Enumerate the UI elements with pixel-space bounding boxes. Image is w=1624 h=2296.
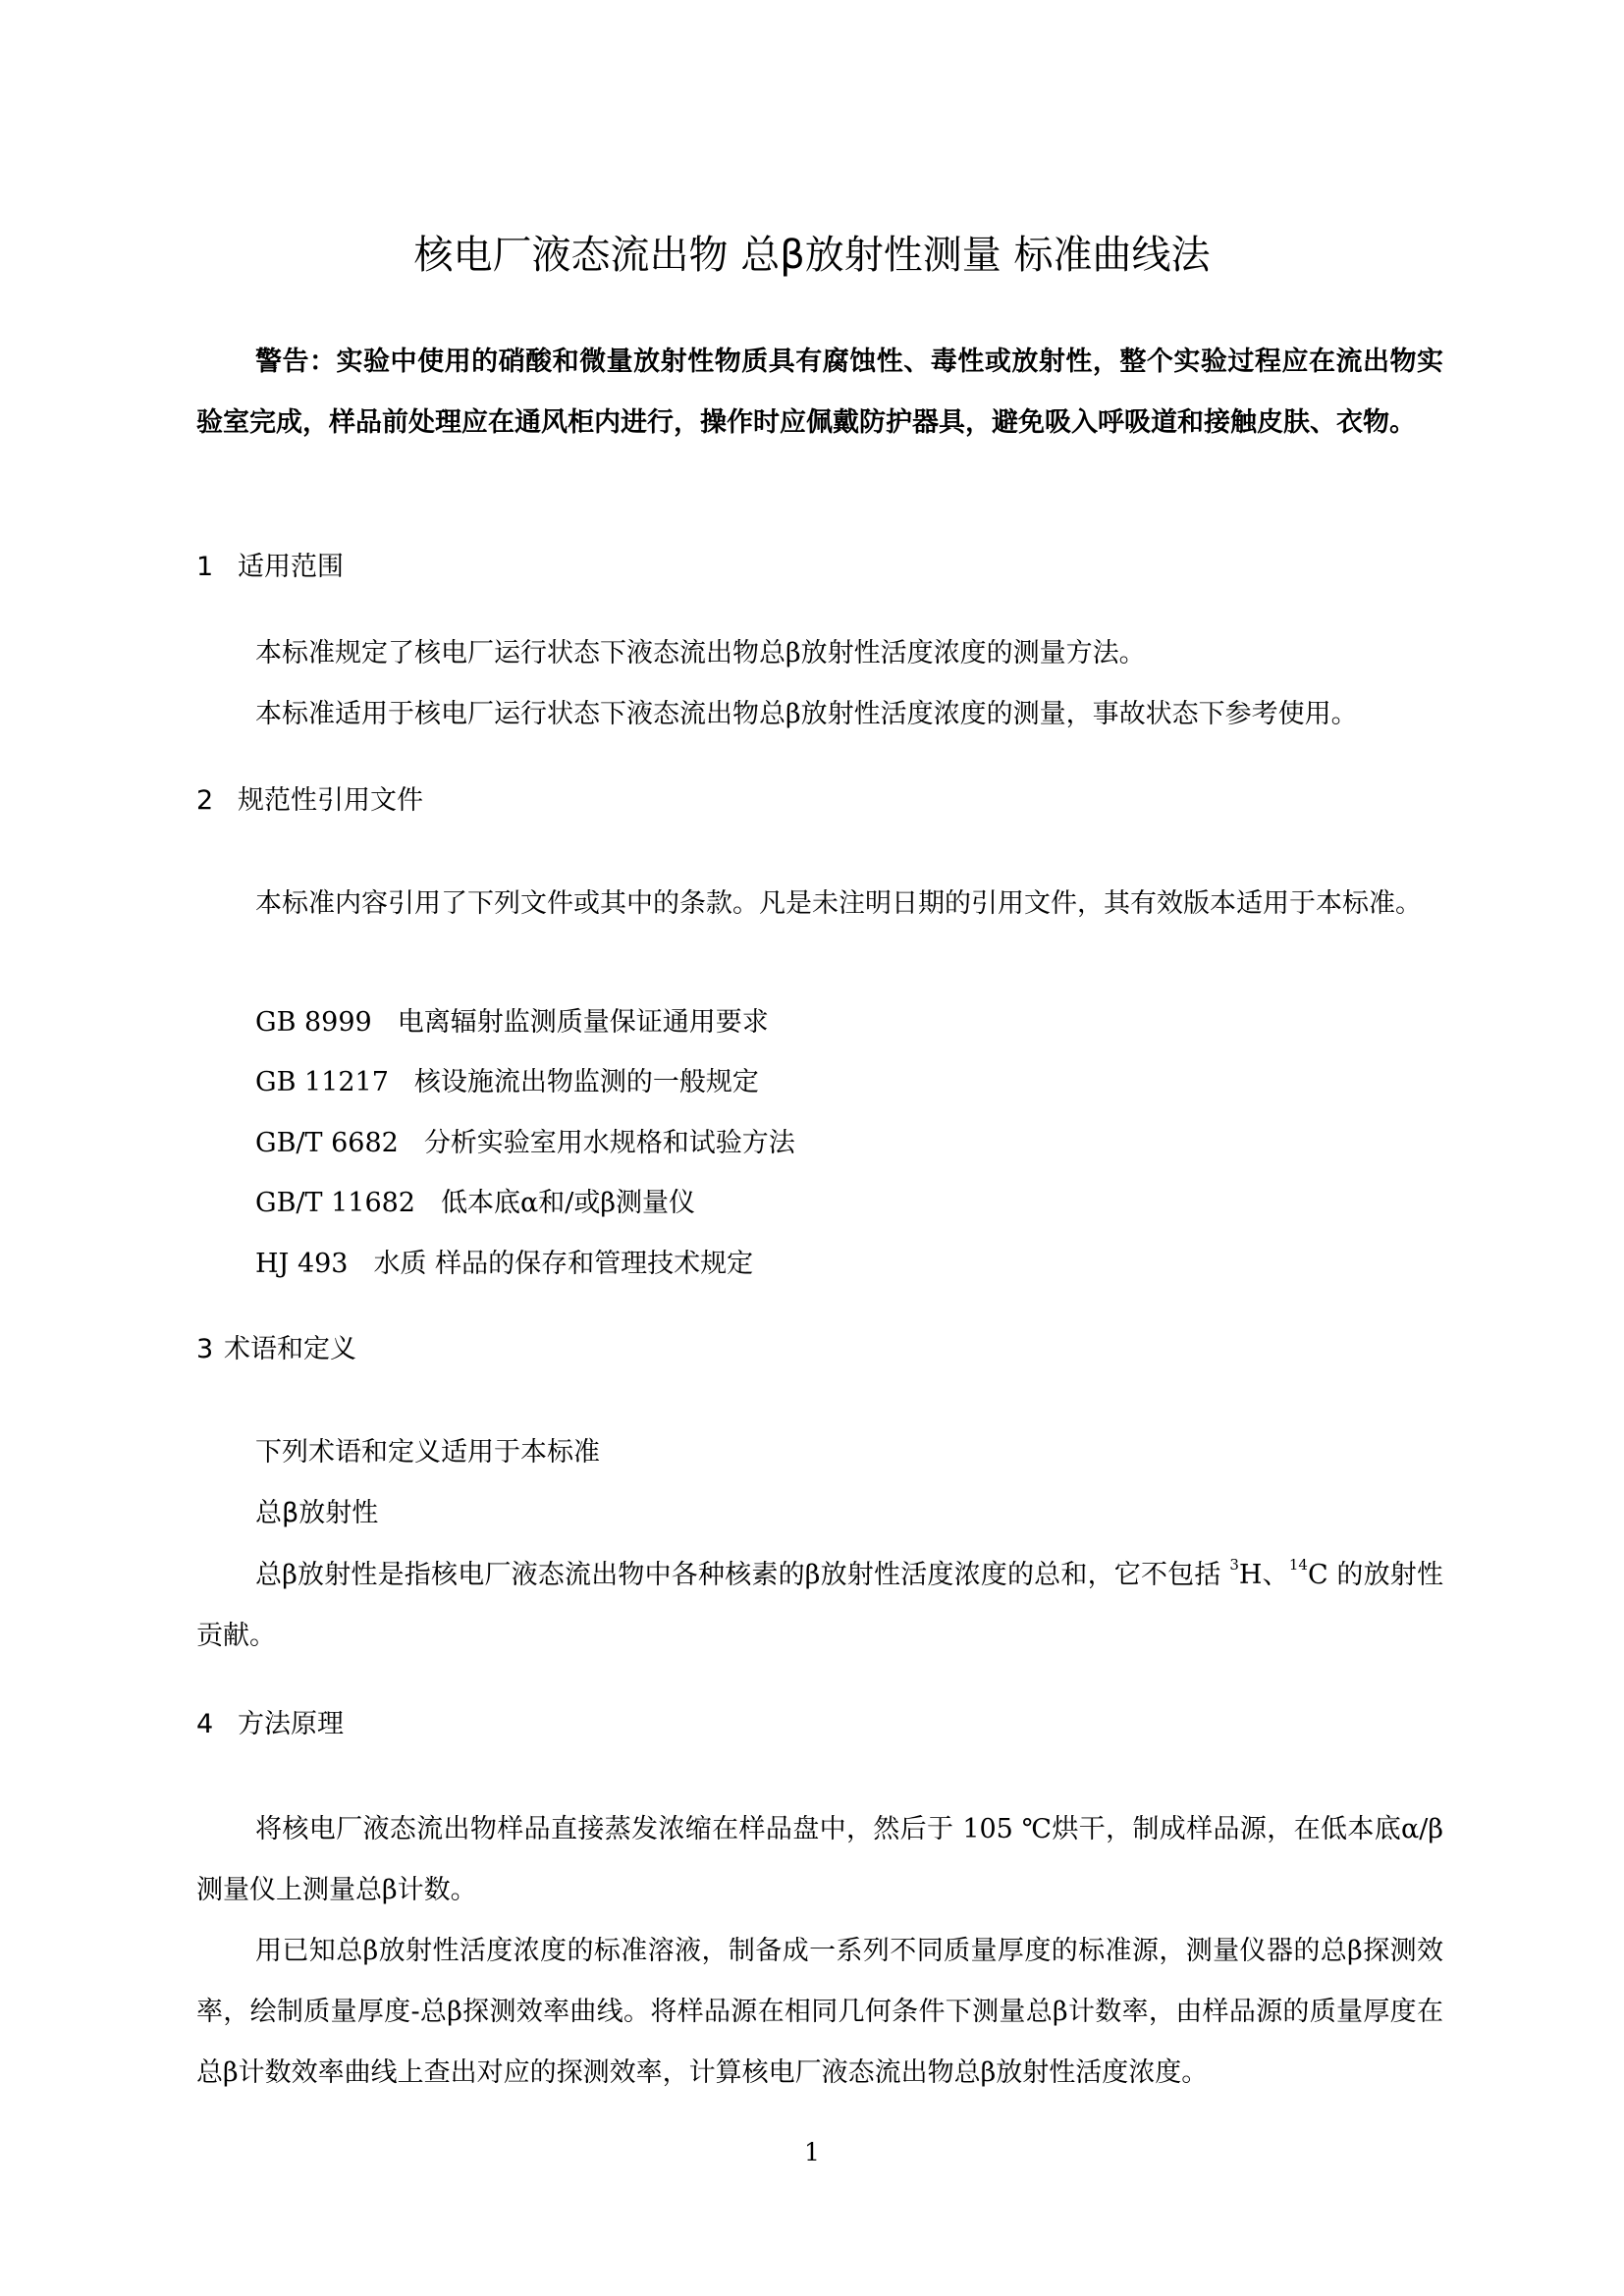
section-1-heading bbox=[196, 548, 344, 587]
section-2-number: 2 bbox=[196, 785, 214, 816]
section-1-title: 适用范围 bbox=[238, 552, 344, 582]
reference-title: 低本底α和/或β测量仪 bbox=[441, 1188, 695, 1218]
section-1-paragraph-1: 本标准规定了核电厂运行状态下液态流出物总β放射性活度浓度的测量方法。 bbox=[255, 638, 1146, 668]
term-definition bbox=[196, 1545, 1443, 1667]
reference-item bbox=[255, 1003, 769, 1042]
reference-code: GB 11217 bbox=[255, 1067, 389, 1097]
section-4-paragraph-2: 用已知总β放射性活度浓度的标准溶液，制备成一系列不同质量厚度的标准源，测量仪器的总β探测效率，绘制质量厚度-总β探测效率曲线。将样品源在相同几何条件下测量总β计数率，由样品源的质量厚度在总β计数效率曲线上查出对应的探测效率，计算核电厂液态流出物总β放射性活度浓度。 bbox=[196, 1936, 1443, 2088]
term-definition-text-a: 总β放射性是指核电厂液态流出物中各种核素的β放射性活度浓度的总和，它不包括 bbox=[255, 1560, 1230, 1590]
document-title: 核电厂液态流出物 总β放射性测量 标准曲线法 bbox=[413, 233, 1211, 278]
reference-code: GB/T 11682 bbox=[255, 1188, 415, 1218]
section-1-number: 1 bbox=[196, 552, 214, 582]
reference-title: 核设施流出物监测的一般规定 bbox=[413, 1067, 759, 1097]
section-2-heading bbox=[196, 781, 423, 821]
term-definition-text-c: C 的放射性贡献。 bbox=[196, 1560, 1443, 1651]
superscript-mass-number-3: 3 bbox=[1229, 1556, 1239, 1574]
section-2-paragraph-1: 本标准内容引用了下列文件或其中的条款。凡是未注明日期的引用文件，其有效版本适用于本标准。 bbox=[255, 888, 1422, 919]
reference-title: 水质 样品的保存和管理技术规定 bbox=[373, 1249, 754, 1279]
warning-paragraph: 警告：实验中使用的硝酸和微量放射性物质具有腐蚀性、毒性或放射性，整个实验过程应在流出物实验室完成，样品前处理应在通风柜内进行，操作时应佩戴防护器具，避免吸入呼吸道和接触皮肤、衣物。 bbox=[196, 347, 1443, 438]
section-3-intro: 下列术语和定义适用于本标准 bbox=[255, 1437, 600, 1468]
section-3-title: 术语和定义 bbox=[224, 1334, 356, 1364]
section-3-heading bbox=[196, 1330, 356, 1369]
reference-code: HJ 493 bbox=[255, 1249, 349, 1279]
reference-item bbox=[255, 1184, 695, 1223]
reference-code: GB/T 6682 bbox=[255, 1128, 399, 1158]
section-4-heading bbox=[196, 1705, 344, 1744]
reference-title: 电离辐射监测质量保证通用要求 bbox=[397, 1007, 769, 1038]
section-1-paragraph-2: 本标准适用于核电厂运行状态下液态流出物总β放射性活度浓度的测量，事故状态下参考使用。 bbox=[255, 699, 1358, 729]
term-definition-text-b: H、 bbox=[1238, 1560, 1289, 1590]
reference-item bbox=[255, 1124, 795, 1163]
section-2-title: 规范性引用文件 bbox=[238, 785, 423, 816]
reference-item bbox=[255, 1063, 759, 1102]
superscript-mass-number-14: 14 bbox=[1288, 1556, 1308, 1574]
section-4-title: 方法原理 bbox=[238, 1709, 344, 1739]
reference-item bbox=[255, 1245, 753, 1284]
section-4-number: 4 bbox=[196, 1709, 214, 1739]
section-4-paragraph-1: 将核电厂液态流出物样品直接蒸发浓缩在样品盘中，然后于 105 ℃烘干，制成样品源，在低本底α/β测量仪上测量总β计数。 bbox=[196, 1814, 1443, 1905]
term-heading: 总β放射性 bbox=[255, 1498, 379, 1528]
reference-code: GB 8999 bbox=[255, 1007, 372, 1038]
section-3-number: 3 bbox=[196, 1334, 214, 1364]
reference-title: 分析实验室用水规格和试验方法 bbox=[423, 1128, 795, 1158]
page-number: 1 bbox=[804, 2138, 820, 2166]
